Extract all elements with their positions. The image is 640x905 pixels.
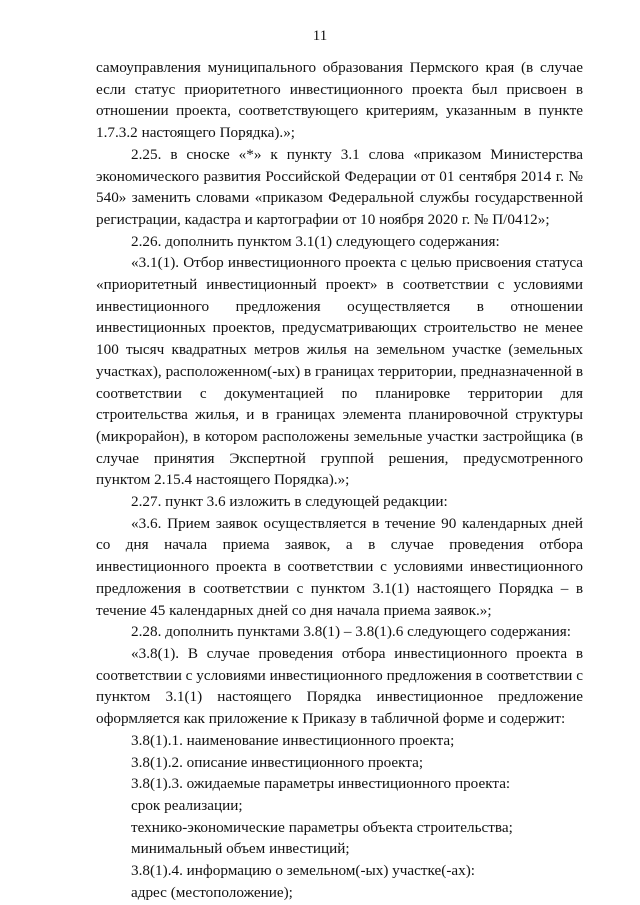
paragraph-2-28: 2.28. дополнить пунктами 3.8(1) – 3.8(1).6 следующего содержания: xyxy=(131,623,571,641)
sub-item-term: срок реализации; xyxy=(131,796,243,814)
document-body xyxy=(96,57,583,903)
sub-item-investment: минимальный объем инвестиций; xyxy=(131,840,350,858)
paragraph-3-8-1: «3.8(1). В случае проведения отбора инвестиционного проекта в соответствии с условиями инвестиционного предложения в соответствии с пунктом 3.1(1) настоящего Порядка инвестиционное предложение оформляется как приложение к Приказу в табличной форме и содержит: xyxy=(96,644,583,728)
paragraph-2-25: 2.25. в сноске «*» к пункту 3.1 слова «приказом Министерства экономического развития Российской Федерации от 01 сентября 2014 г. № 540» заменить словами «приказом Федеральной службы государственной регистрации, кадастра и картографии от 10 ноября 2020 г. № П/0412»; xyxy=(96,145,583,228)
page-number: 11 xyxy=(312,28,328,44)
paragraph-2-27: 2.27. пункт 3.6 изложить в следующей редакции: xyxy=(131,493,448,511)
paragraph-3-6: «3.6. Прием заявок осуществляется в течение 90 календарных дней со дня начала приема заявок, а в случае проведения отбора инвестиционного проекта в соответствии с условиями инвестиционного предложения в соответствии с пунктом 3.1(1) настоящего Порядка – в течение 45 календарных дней со дня начала приема заявок.»; xyxy=(96,514,583,619)
sub-item-address: адрес (местоположение); xyxy=(131,883,293,901)
list-item-3-8-1-2: 3.8(1).2. описание инвестиционного проекта; xyxy=(131,753,424,771)
paragraph-3-1-1: «3.1(1). Отбор инвестиционного проекта с целью присвоения статуса «приоритетный инвестиционный проект» в соответствии с условиями инвестиционного предложения осуществляется в отношении инвестиционных проектов, предусматривающих строительство не менее 100 тысяч квадратных метров жилья на земельном участке (земельных участках), расположенном(-ых) в границах территории, предназначенной в соответствии с документацией по планировке территории для строительства жилья, и в границах элемента планировочной структуры (микрорайон), в котором расположены земельные участки застройщика (в случае принятия Экспертной группой решения, предусмотренного пунктом 2.15.4 настоящего Порядка).»; xyxy=(96,254,583,489)
paragraph-2-26: 2.26. дополнить пунктом 3.1(1) следующего содержания: xyxy=(131,232,500,250)
list-item-3-8-1-1: 3.8(1).1. наименование инвестиционного проекта; xyxy=(131,731,455,749)
list-item-3-8-1-4: 3.8(1).4. информацию о земельном(-ых) участке(-ах): xyxy=(131,862,475,880)
paragraph-continuation: самоуправления муниципального образования Пермского края (в случае если статус приоритетного инвестиционного проекта был присвоен в отношении проекта, соответствующего критериям, указанным в пункте 1.7.3.2 настоящего Порядка).»; xyxy=(96,59,583,142)
list-item-3-8-1-3: 3.8(1).3. ожидаемые параметры инвестиционного проекта: xyxy=(131,775,511,793)
sub-item-parameters: технико-экономические параметры объекта строительства; xyxy=(131,818,513,836)
